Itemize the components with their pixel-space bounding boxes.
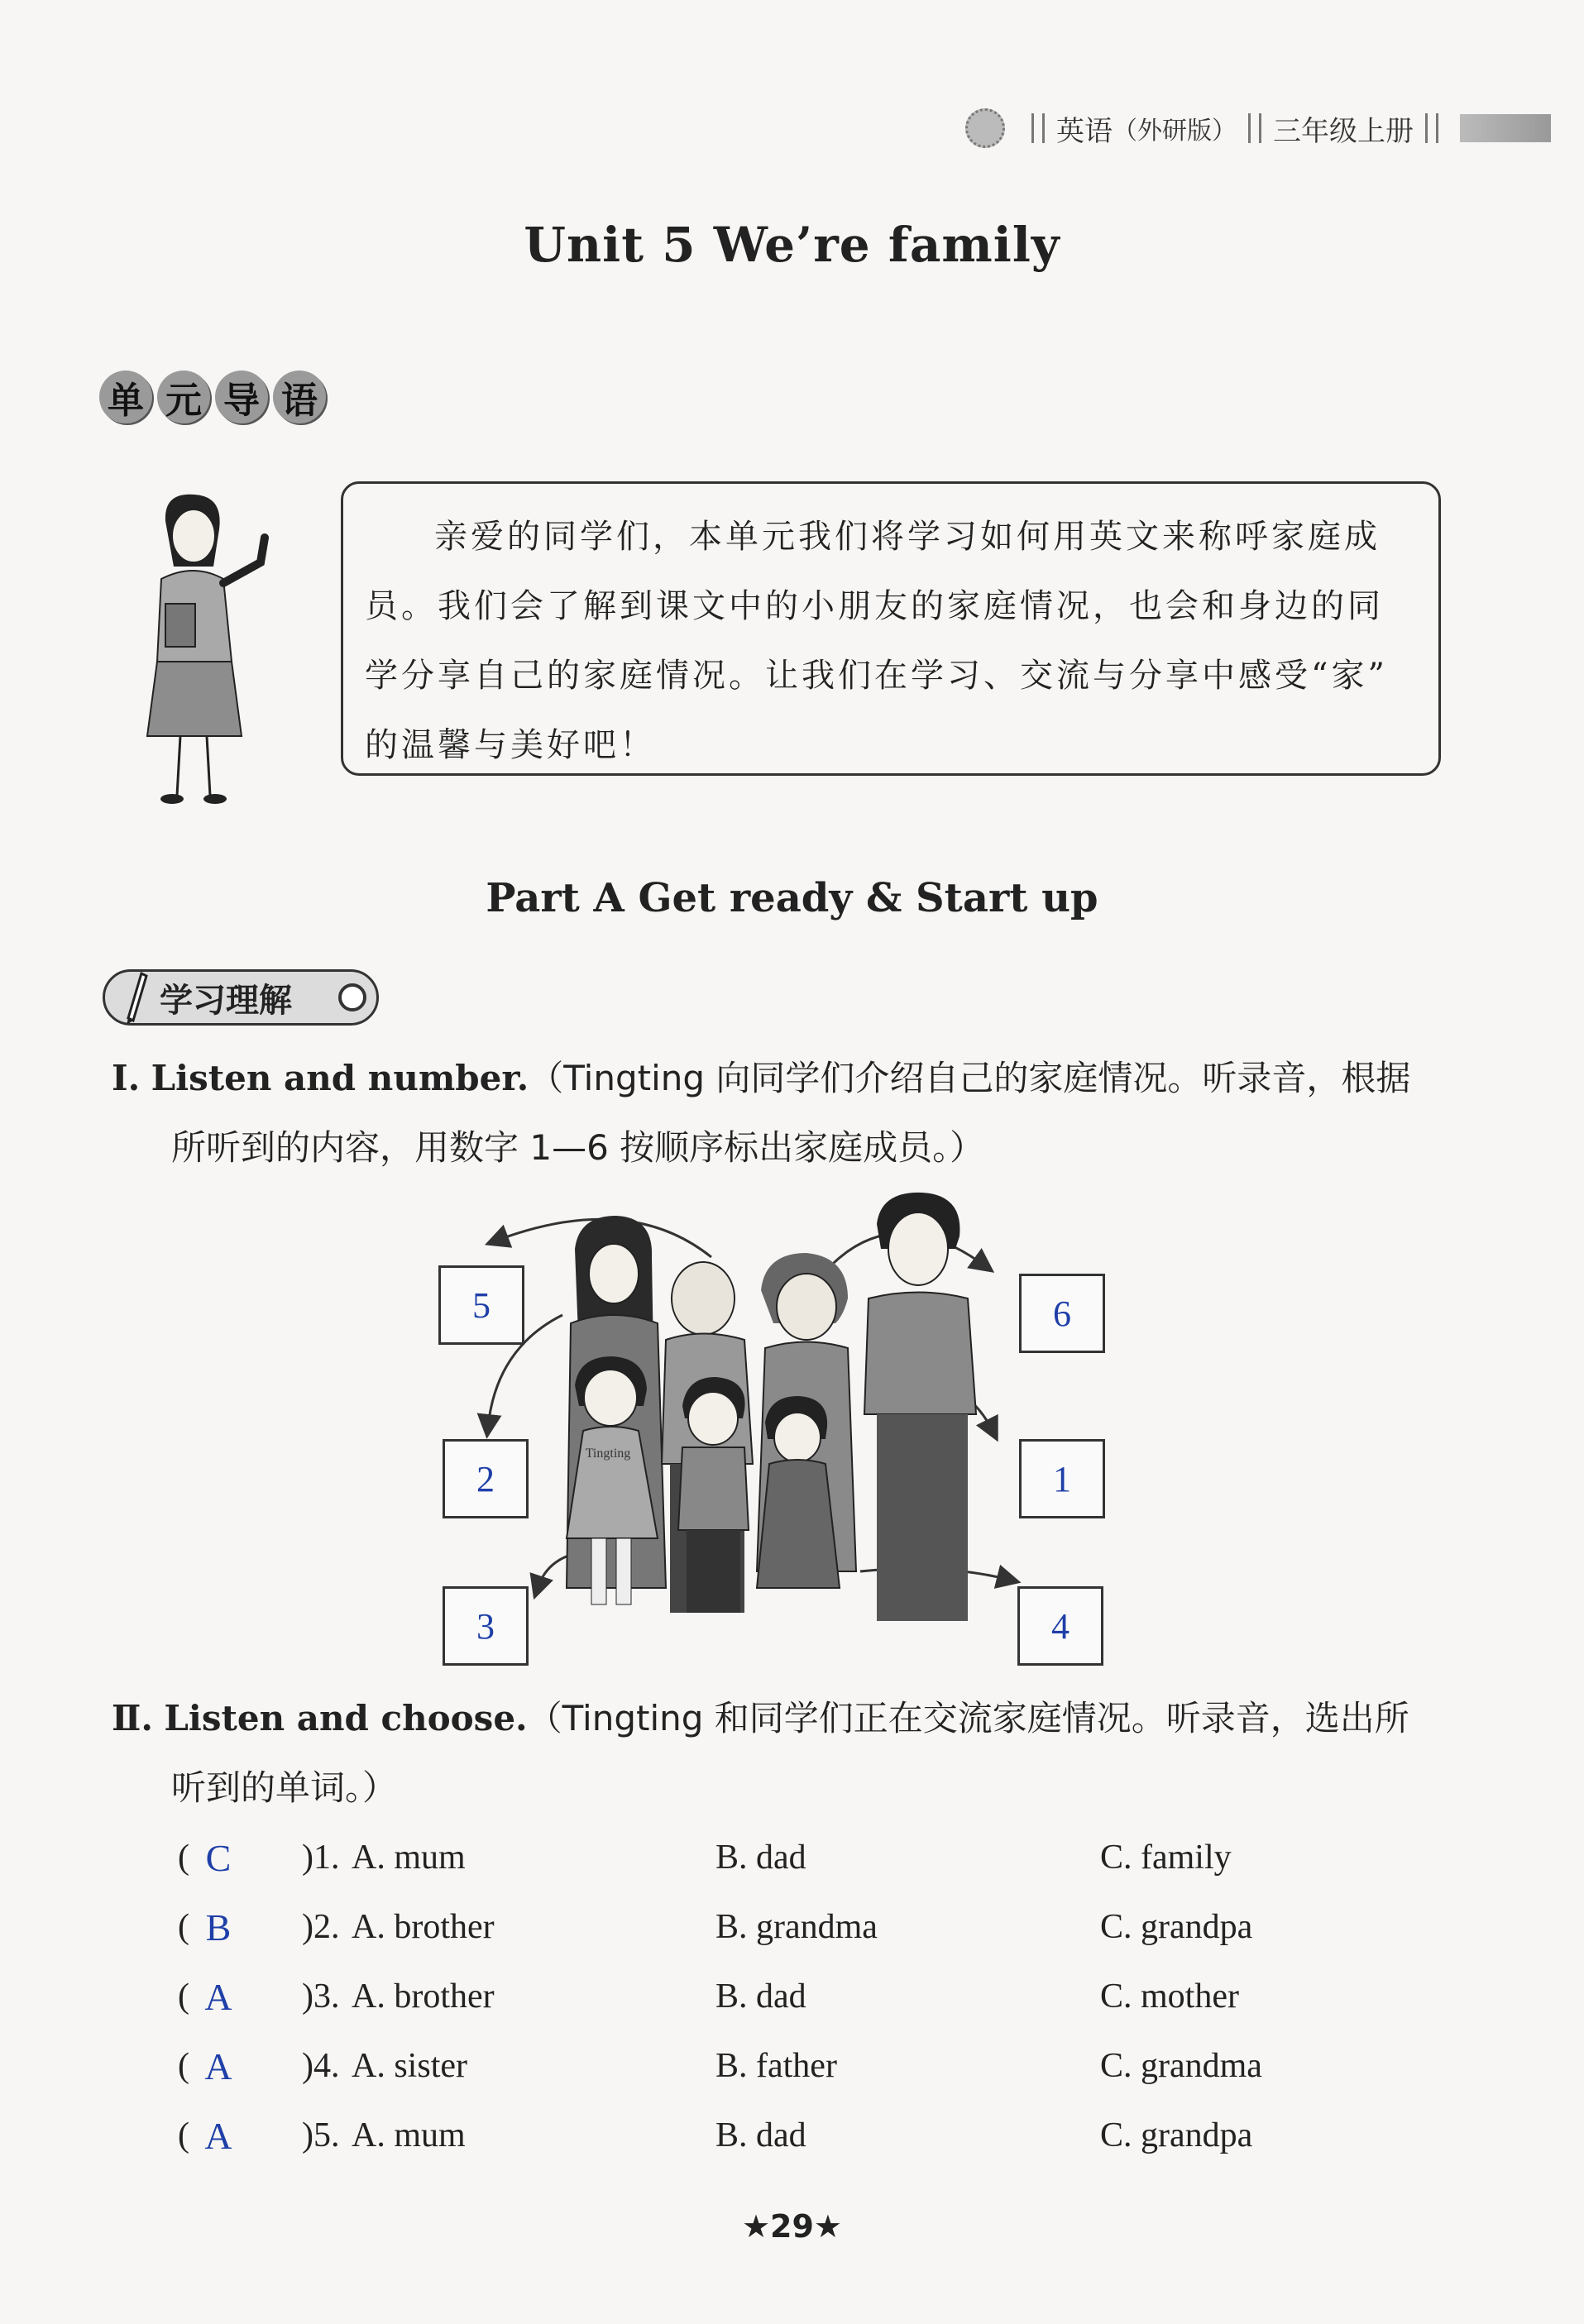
number-box: 4 xyxy=(1017,1586,1103,1666)
item-number: )1. xyxy=(302,1839,340,1877)
header-decoration xyxy=(1460,114,1551,142)
intro-line: 员。我们会了解到课文中的小朋友的家庭情况，也会和身边的同 xyxy=(365,587,1384,625)
teacher-illustration xyxy=(116,488,281,811)
option-b: B. dad xyxy=(715,1977,806,2016)
question-2 xyxy=(112,1684,1468,1823)
item-number: )2. xyxy=(302,1908,340,1946)
divider xyxy=(1031,113,1045,143)
number-box: 1 xyxy=(1019,1439,1105,1518)
badge-char: 单 xyxy=(99,371,152,423)
item-number: )4. xyxy=(302,2047,340,2085)
option-c: C. grandpa xyxy=(1100,1908,1253,1946)
unit-intro-badge xyxy=(99,371,326,423)
divider xyxy=(1248,113,1261,143)
item-number: )3. xyxy=(302,1977,340,2016)
q1-number: Ⅰ. xyxy=(112,1058,141,1098)
number-box: 6 xyxy=(1019,1274,1105,1353)
answer: A xyxy=(204,2114,232,2157)
option-a: A. mum xyxy=(352,1839,466,1877)
q1-instruction: （Tingting 向同学们介绍自己的家庭情况。听录音，根据 xyxy=(529,1058,1411,1098)
option-a: A. sister xyxy=(352,2047,467,2085)
number-box: 2 xyxy=(443,1439,529,1518)
choice-row: ( B )2. A. brother B. grandma C. grandpa xyxy=(178,1906,1253,1949)
option-c: C. mother xyxy=(1100,1977,1239,2016)
child-label: Tingting xyxy=(585,1447,631,1461)
item-number: )5. xyxy=(302,2116,340,2154)
page-header xyxy=(965,108,1551,149)
option-a: A. mum xyxy=(352,2116,466,2154)
unit-title: Unit 5 We’re family xyxy=(524,217,1060,273)
intro-line: 的温馨与美好吧！ xyxy=(365,726,656,764)
answer: B xyxy=(205,1906,232,1949)
option-a: A. brother xyxy=(352,1977,495,2016)
part-title: Part A Get ready & Start up xyxy=(486,875,1098,921)
option-b: B. dad xyxy=(715,1839,806,1877)
pencil-icon xyxy=(122,968,148,1026)
grade-label: 三年级上册 xyxy=(1273,114,1414,148)
choice-row: ( A )3. A. brother B. dad C. mother xyxy=(178,1975,1239,2018)
option-c: C. grandpa xyxy=(1100,2116,1253,2154)
page-number: ★29★ xyxy=(741,2208,842,2245)
q1-title: Listen and number. xyxy=(151,1058,529,1098)
q2-instruction-cont: 听到的单词。） xyxy=(171,1767,398,1808)
answer: A xyxy=(204,2044,232,2087)
badge-char: 语 xyxy=(273,371,326,423)
option-b: B. father xyxy=(715,2047,837,2085)
intro-line: 亲爱的同学们，本单元我们将学习如何用英文来称呼家庭成 xyxy=(434,518,1381,556)
option-a: A. brother xyxy=(352,1908,495,1946)
badge-char: 元 xyxy=(157,371,210,423)
sun-icon xyxy=(965,108,1005,148)
q2-number: Ⅱ. xyxy=(112,1698,154,1738)
q2-title: Listen and choose. xyxy=(164,1698,528,1738)
family-picture xyxy=(430,1191,1125,1671)
option-c: C. family xyxy=(1100,1839,1232,1877)
option-c: C. grandma xyxy=(1100,2047,1262,2085)
badge-char: 导 xyxy=(215,371,268,423)
study-label: 学习理解 xyxy=(160,981,292,1020)
option-b: B. dad xyxy=(715,2116,806,2154)
q2-instruction: （Tingting 和同学们正在交流家庭情况。听录音，选出所 xyxy=(527,1698,1409,1738)
number-box: 3 xyxy=(443,1586,529,1666)
number-box: 5 xyxy=(438,1265,524,1345)
choice-row: ( C )1. A. mum B. dad C. family xyxy=(178,1836,1232,1879)
answer: C xyxy=(205,1836,232,1879)
subject-label: 英语 xyxy=(1056,114,1113,148)
ring-icon xyxy=(338,983,366,1011)
choice-row: ( A )5. A. mum B. dad C. grandpa xyxy=(178,2114,1253,2157)
answer: A xyxy=(204,1975,232,2018)
q1-instruction-cont: 所听到的内容，用数字 1—6 按顺序标出家庭成员。） xyxy=(171,1127,985,1168)
intro-text-box xyxy=(341,481,1441,776)
choice-row: ( A )4. A. sister B. father C. grandma xyxy=(178,2044,1262,2087)
question-1 xyxy=(112,1044,1468,1183)
edition-label: （外研版） xyxy=(1113,117,1237,146)
option-b: B. grandma xyxy=(715,1908,878,1946)
study-section-badge xyxy=(103,969,379,1026)
divider xyxy=(1425,113,1438,143)
intro-line: 学分享自己的家庭情况。让我们在学习、交流与分享中感受“家” xyxy=(365,657,1388,695)
